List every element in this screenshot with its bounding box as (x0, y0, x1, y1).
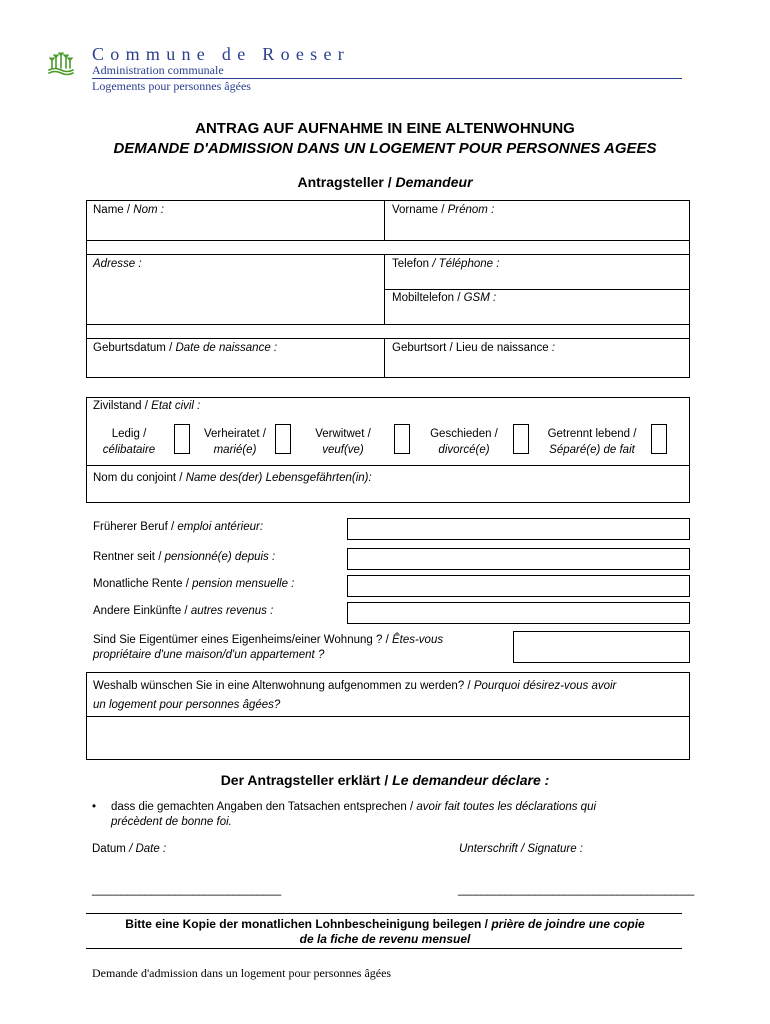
divider (86, 948, 682, 949)
reason-input[interactable] (87, 717, 689, 759)
notice-text: Bitte eine Kopie der monatlichen Lohnbescheinigung beilegen / prière de joindre une copie (125, 917, 645, 931)
phone-field[interactable]: Telefon / Téléphone : (392, 258, 500, 270)
firstname-field[interactable]: Vorname / Prénom : (392, 204, 495, 216)
name-field[interactable]: Name / Nom : (93, 204, 164, 216)
checkbox-divorced[interactable] (513, 424, 529, 454)
footer-text: Demande d'admission dans un logement pour personnes âgées (92, 966, 392, 980)
mobile-field[interactable]: Mobiltelefon / GSM : (392, 292, 497, 304)
signature-line[interactable]: ________________________________________ (458, 884, 694, 896)
signature-label: Unterschrift / Signature : (459, 843, 583, 855)
owner-input[interactable] (513, 631, 690, 663)
title-fr: DEMANDE D'ADMISSION DANS UN LOGEMENT POUR PERSONNES AGEES (113, 140, 657, 157)
applicant-heading: Antragsteller / Demandeur (297, 174, 473, 190)
civil-option-divorced: Geschieden / divorcé(e) (430, 428, 498, 456)
date-line[interactable]: ________________________________ (92, 884, 281, 896)
pension-label: Monatliche Rente / pension mensuelle : (93, 578, 295, 590)
service-label: Logements pour personnes âgées (92, 79, 251, 93)
notice-text-line2: de la fiche de revenu mensuel (299, 932, 471, 946)
prev-job-label: Früherer Beruf / emploi antérieur: (93, 521, 264, 533)
checkbox-widowed[interactable] (394, 424, 410, 454)
reason-label: Weshalb wünschen Sie in eine Altenwohnung aufgenommen zu werden? / Pourquoi désirez-vous avoir (93, 680, 617, 692)
owner-label: Sind Sie Eigentümer eines Eigenheims/einer Wohnung ? / Êtes-vous (93, 634, 444, 646)
spouse-field[interactable]: Nom du conjoint / Name des(der) Lebensgefährten(in): (93, 472, 372, 484)
civil-option-widowed: Verwitwet / veuf(ve) (315, 428, 371, 456)
owner-label-line2: propriétaire d'une maison/d'un appartement ? (93, 649, 325, 661)
divider (86, 465, 690, 466)
civil-option-separated: Getrennt lebend / Séparé(e) de fait (547, 428, 637, 456)
civil-option-single: Ledig / célibataire (102, 428, 156, 456)
declaration-text: dass die gemachten Angaben den Tatsachen entsprechen / avoir fait toutes les déclarations qui (111, 801, 597, 813)
administration-label: Administration communale (92, 63, 224, 77)
commune-name: Commune de Roeser (92, 44, 351, 64)
pension-input[interactable] (347, 575, 690, 597)
checkbox-separated[interactable] (651, 424, 667, 454)
retired-input[interactable] (347, 548, 690, 570)
divider (86, 240, 690, 241)
divider (384, 338, 385, 378)
title-de: ANTRAG AUF AUFNAHME IN EINE ALTENWOHNUNG (195, 120, 575, 137)
declaration-heading: Der Antragsteller erklärt / Le demandeur déclare : (220, 772, 550, 788)
divider (86, 324, 690, 325)
reason-label-line2: un logement pour personnes âgées? (93, 699, 281, 711)
birthplace-field[interactable]: Geburtsort / Lieu de naissance : (392, 342, 556, 354)
birthdate-field[interactable]: Geburtsdatum / Date de naissance : (93, 342, 278, 354)
retired-label: Rentner seit / pensionné(e) depuis : (93, 551, 276, 563)
divider (384, 200, 385, 240)
other-income-input[interactable] (347, 602, 690, 624)
divider (86, 913, 682, 914)
civil-status-label: Zivilstand / Etat civil : (93, 400, 201, 412)
date-label: Datum / Date : (92, 843, 167, 855)
address-field[interactable]: Adresse : (93, 258, 142, 270)
divider (86, 254, 690, 255)
civil-option-married: Verheiratet / marié(e) (203, 428, 266, 456)
bullet-icon: • (92, 801, 97, 813)
prev-job-input[interactable] (347, 518, 690, 540)
other-income-label: Andere Einkünfte / autres revenus : (93, 605, 274, 617)
divider (384, 289, 690, 290)
tree-logo-icon (48, 50, 74, 76)
declaration-text-line2: précèdent de bonne foi. (111, 816, 232, 828)
divider (86, 338, 690, 339)
